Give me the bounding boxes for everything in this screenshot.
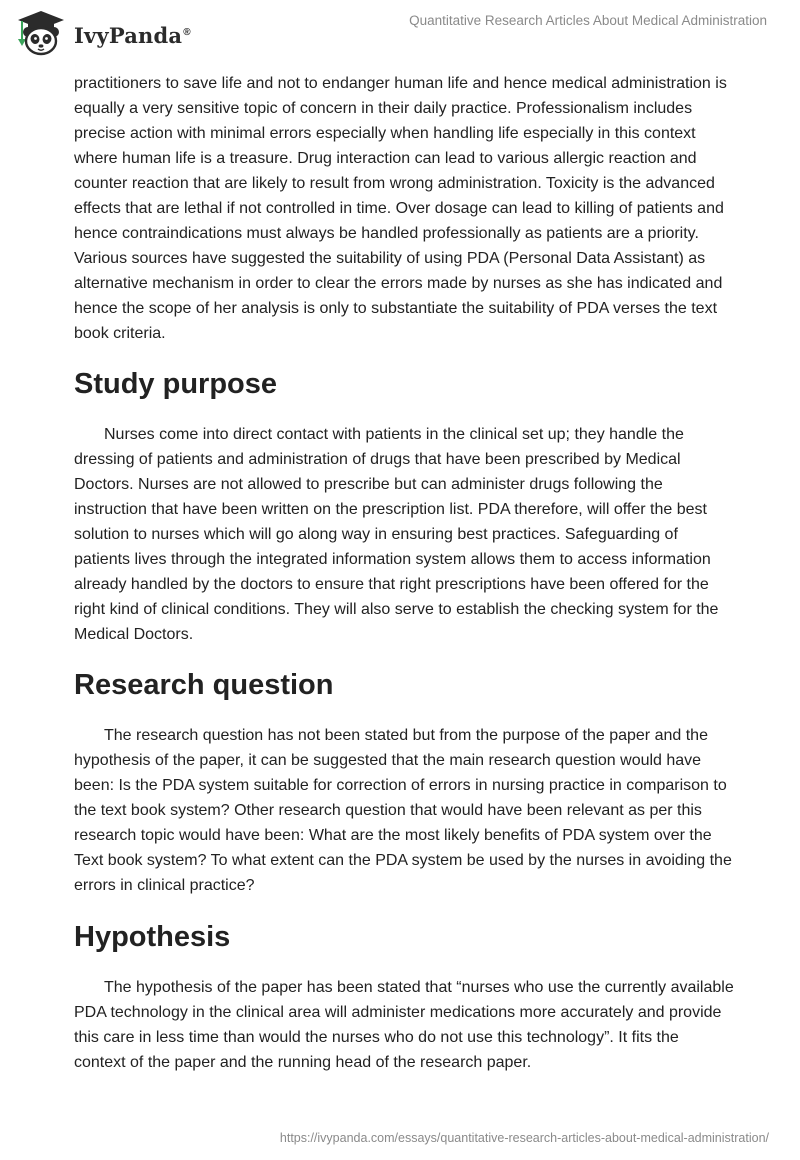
heading-hypothesis: Hypothesis: [74, 921, 231, 953]
heading-study-purpose: Study purpose: [74, 368, 278, 400]
hypothesis-paragraph: The hypothesis of the paper has been stated that “nurses who use the currently available PDA technology in the clinical area will administer medications more accurately and provide this care in less time than would the nurses who do not use this technology”. It fits the context of the paper and the running head of the research paper.: [74, 979, 734, 1071]
research-question-paragraph: The research question has not been stated but from the purpose of the paper and the hypothesis of the paper, it can be suggested that the main research question would have been: Is the PDA system suitable for correction of errors in nursing practice in comparison to the text book system? Other research question that would have been relevant as per this research topic would have been: What are the most likely benefits of PDA system over the Text book system? To what extent can the PDA system be used by the nurses in avoiding the errors in clinical practice?: [74, 727, 732, 894]
registered-mark: ®: [183, 26, 191, 38]
ivypanda-logo[interactable]: [14, 8, 191, 58]
panda-graduate-icon: [14, 8, 68, 58]
essay-body: [74, 71, 734, 1075]
intro-paragraph: practitioners to save life and not to endanger human life and hence medical administration is equally a very sensitive topic of concern in their daily practice. Professionalism includes precise action with minimal errors especially when handling life especially in this context where human life is a treasure. Drug interaction can lead to various allergic reaction and counter reaction that are likely to result from wrong administration. Toxicity is the advanced effects that are lethal if not controlled in time. Over dosage can lead to killing of patients and hence contraindications must always be handled professionally as patients are a priority. Various sources have suggested the suitability of using PDA (Personal Data Assistant) as alternative mechanism in order to clear the errors made by nurses as she has indicated and hence the scope of her analysis is only to substantiate the suitability of PDA verses the text book criteria.: [74, 75, 727, 342]
brand-name: IvyPanda®: [74, 22, 191, 48]
heading-research-question: Research question: [74, 669, 334, 701]
document-title: Quantitative Research Articles About Medical Administration: [409, 13, 767, 28]
source-url[interactable]: https://ivypanda.com/essays/quantitative-research-articles-about-medical-administration/: [279, 1131, 769, 1145]
study-purpose-paragraph: Nurses come into direct contact with patients in the clinical set up; they handle the dressing of patients and administration of drugs that have been prescribed by Medical Doctors. Nurses are not allowed to prescribe but can administer drugs following the instruction that have been written on the prescription list. PDA therefore, will offer the best solution to nurses which will go along way in ensuring best practices. Safeguarding of patients lives through the integrated information system allows them to access information already handled by the doctors to ensure that right prescriptions have been offered for the right kind of clinical conditions. They will also serve to establish the checking system for the Medical Doctors.: [74, 426, 719, 643]
page-header: [0, 0, 800, 68]
